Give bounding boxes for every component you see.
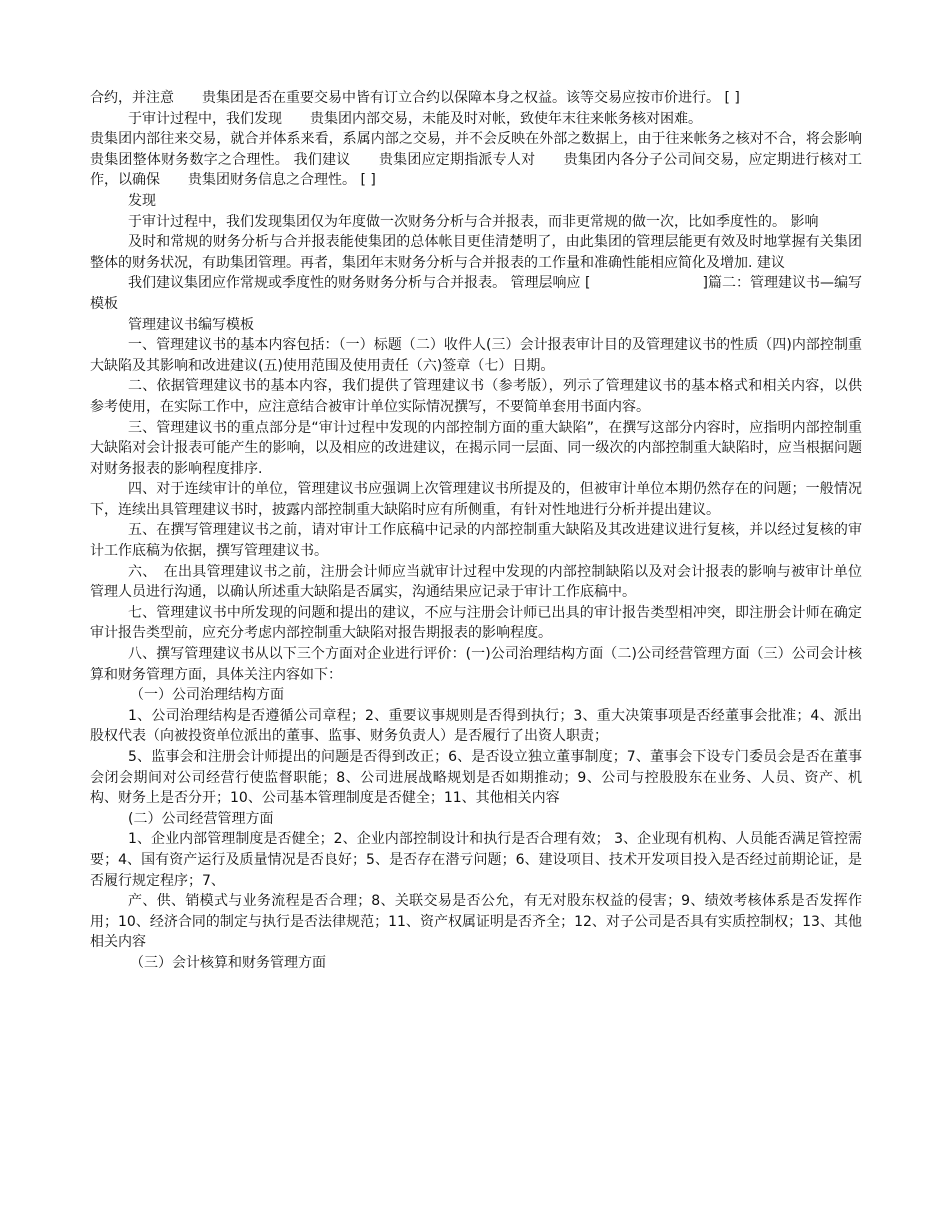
paragraph-1: 合约，并注意 贵集团是否在重要交易中皆有订立合约以保障本身之权益。该等交易应按市价进行。 [ ]: [90, 90, 740, 106]
governance-list-2: 5、监事会和注册会计师提出的问题是否得到改正；6、是否设立独立董事制度；7、董事会下设专门委员会是否在董事会闭会期间对公司经营行使监督职能；8、公司进展战略规划是否如期推动；9、公司与控股股东在业务、人员、资产、机构、财务上是否分开；10、公司基本管理制度是否健全；11、其他相关内容: [90, 749, 862, 807]
item-1: 一、管理建议书的基本内容包括：（一）标题（二）收件人(三）会计报表审计目的及管理建议书的性质（四)内部控制重大缺陷及其影响和改进建议(五)使用范围及使用责任（六)签章（七）日期。: [90, 337, 862, 374]
subheading-accounting: （三）会计核算和财务管理方面: [130, 954, 326, 971]
subheading-operations: (二）公司经营管理方面: [128, 810, 274, 827]
paragraph-7: 我们建议集团应作常规或季度性的财务财务分析与合并报表。 管理层响应 [ ]篇二：管理建议书—编写模板: [90, 275, 862, 312]
operations-list-1: 1、企业内部管理制度是否健全；2、企业内部控制设计和执行是否合理有效； 3、企业现有机构、人员能否满足管控需要；4、国有资产运行及质量情况是否良好；5、是否存在潜亏问题；6、建设项目、技术开发项目投入是否经过前期论证，是否履行规定程序；7、: [90, 831, 862, 889]
paragraph-3: 贵集团内部往来交易，就合并体系来看，系属内部之交易，并不会反映在外部之数据上，由于往来帐务之核对不合，将会影响 贵集团整体财务数字之合理性。 我们建议 贵集团应定期指派专人对 贵集团内各分子公司间交易，应定期进行核对工作，以确保 贵集团财务信息之合理性。 [ ]: [90, 131, 890, 189]
item-4: 四、对于连续审计的单位，管理建议书应强调上次管理建议书所提及的，但被审计单位本期仍然存在的问题；一般情况下，连续出具管理建议书时，披露内部控制重大缺陷时应有所侧重，有针对性地进行分析并提出建议。: [90, 481, 862, 518]
item-3: 三、管理建议书的重点部分是“审计过程中发现的内部控制方面的重大缺陷”，在撰写这部分内容时，应指明内部控制重大缺陷对会计报表可能产生的影响，以及相应的改进建议，在揭示同一层面、同一级次的内部控制重大缺陷时，应当根据问题对财务报表的影响程度排序.: [90, 419, 862, 477]
operations-list-2: 产、供、销模式与业务流程是否合理；8、关联交易是否公允，有无对股东权益的侵害；9、绩效考核体系是否发挥作用；10、经济合同的制定与执行是否法律规范；11、资产权属证明是否齐全；12、对子公司是否具有实质控制权；13、其他相关内容: [90, 893, 862, 951]
paragraph-6: 及时和常规的财务分析与合并报表能使集团的总体帐目更佳清楚明了，由此集团的管理层能更有效及时地掌握有关集团整体的财务状况，有助集团管理。再者，集团年末财务分析与合并报表的工作量和准确性能相应简化及增加. 建议: [90, 234, 862, 271]
document-page: [90, 88, 890, 974]
item-7: 七、管理建议书中所发现的问题和提出的建议，不应与注册会计师已出具的审计报告类型相冲突，即注册会计师在确定审计报告类型前，应充分考虑内部控制重大缺陷对报告期报表的影响程度。: [90, 604, 862, 642]
item-5: 五、在撰写管理建议书之前，请对审计工作底稿中记录的内部控制重大缺陷及其改进建议进行复核，并以经过复核的审计工作底稿为依据，撰写管理建议书。: [90, 522, 862, 560]
paragraph-2: 于审计过程中，我们发现 贵集团内部交易，未能及时对帐，致使年末往来帐务核对困难。: [128, 110, 702, 127]
item-8: 八、撰写管理建议书从以下三个方面对企业进行评价：(一)公司治理结构方面（二)公司经营管理方面（三）公司会计核算和财务管理方面，具体关注内容如下：: [90, 646, 862, 683]
governance-list-1: 1、公司治理结构是否遵循公司章程；2、重要议事规则是否得到执行；3、重大决策事项是否经董事会批准；4、派出股权代表（向被投资单位派出的董事、监事、财务负责人）是否履行了出资人职责；: [90, 707, 862, 745]
item-2: 二、依据管理建议书的基本内容，我们提供了管理建议书（参考版），列示了管理建议书的基本格式和相关内容，以供参考使用，在实际工作中，应注意结合被审计单位实际情况撰写，不要简单套用书面内容。: [90, 378, 862, 415]
heading-finding: 发现: [128, 192, 156, 209]
item-6: 六、 在出具管理建议书之前，注册会计师应当就审计过程中发现的内部控制缺陷以及对会计报表的影响与被审计单位管理人员进行沟通，以确认所述重大缺陷是否属实，沟通结果应记录于审计工作底稿中。: [90, 563, 862, 601]
paragraph-5: 于审计过程中，我们发现集团仅为年度做一次财务分析与合并报表，而非更常规的做一次，比如季度性的。 影响: [128, 213, 819, 230]
subheading-governance: （一）公司治理结构方面: [130, 687, 284, 704]
template-title: 管理建议书编写模板: [128, 316, 254, 333]
